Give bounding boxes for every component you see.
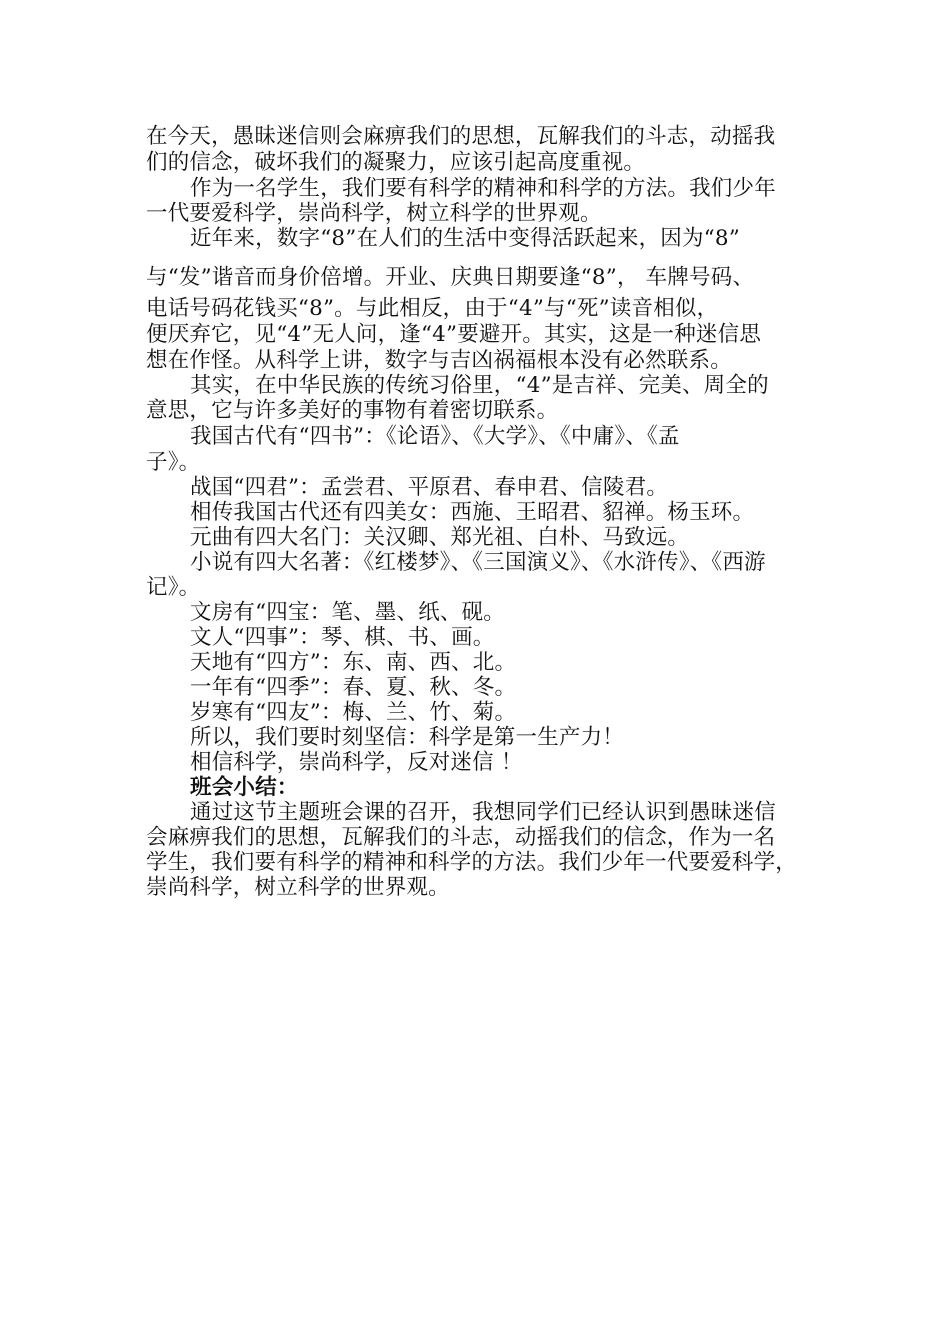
text-line: 意思，它与许多美好的事物有着密切联系。 <box>146 398 559 423</box>
text-line: 子》。 <box>146 450 201 475</box>
text-line: 想在作怪。从科学上讲，数字与吉凶祸福根本没有必然联系。 <box>146 348 732 373</box>
paragraph-first-line: 作为一名学生，我们要有科学的精神和科学的方法。我们少年 <box>190 176 776 201</box>
paragraph-first-line: 文人“四事”：琴、棋、书、画。 <box>190 625 495 650</box>
section-heading: 班会小结： <box>190 775 299 800</box>
text-line: 们的信念，破坏我们的凝聚力，应该引起高度重视。 <box>146 150 646 175</box>
text-line: 便厌弃它，见“4”无人问，逢“4”要避开。其实，这是一种迷信思 <box>146 322 762 347</box>
text-line: 在今天，愚昧迷信则会麻痹我们的思想，瓦解我们的斗志，动摇我 <box>146 124 776 149</box>
text-line: 崇尚科学，树立科学的世界观。 <box>146 875 450 900</box>
paragraph-first-line: 岁寒有“四友”：梅、兰、竹、菊。 <box>190 700 517 725</box>
text-line: 一代要爱科学，崇尚科学，树立科学的世界观。 <box>146 201 602 226</box>
paragraph-first-line: 一年有“四季”：春、夏、秋、冬。 <box>190 675 517 700</box>
paragraph-first-line: 天地有“四方”：东、南、西、北。 <box>190 650 517 675</box>
paragraph-first-line: 近年来，数字“8”在人们的生活中变得活跃起来，因为“8” <box>190 226 740 251</box>
text-line: 电话号码花钱买“8”。与此相反，由于“4”与“死”读音相似， <box>146 296 719 321</box>
text-line: 记》。 <box>146 575 201 600</box>
paragraph-first-line: 所以，我们要时刻坚信：科学是第一生产力！ <box>190 725 625 750</box>
paragraph-first-line: 通过这节主题班会课的召开，我想同学们已经认识到愚昧迷信 <box>190 800 776 825</box>
paragraph-first-line: 其实，在中华民族的传统习俗里，“4”是吉祥、完美、周全的 <box>190 373 769 398</box>
text-line: 学生，我们要有科学的精神和科学的方法。我们少年一代要爱科学， <box>146 850 798 875</box>
paragraph-first-line: 相传我国古代还有四美女：西施、王昭君、貂禅。杨玉环。 <box>190 500 755 525</box>
text-line: 与“发”谐音而身价倍增。开业、庆典日期要逢“8”， 车牌号码、 <box>146 265 755 290</box>
paragraph-first-line: 我国古代有“四书”：《论语》、《大学》、《中庸》、《孟 <box>190 424 680 449</box>
paragraph-first-line: 元曲有四大名门：关汉卿、郑光祖、白朴、马致远。 <box>190 525 690 550</box>
paragraph-first-line: 小说有四大名著：《红楼梦》、《三国演义》、《水浒传》、《西游 <box>190 550 766 575</box>
text-line: 会麻痹我们的思想，瓦解我们的斗志，动摇我们的信念，作为一名 <box>146 825 776 850</box>
paragraph-first-line: 相信科学，崇尚科学，反对迷信 ！ <box>190 750 523 775</box>
paragraph-first-line: 文房有“四宝：笔、墨、纸、砚。 <box>190 600 505 625</box>
paragraph-first-line: 战国“四君”：孟尝君、平原君、春申君、信陵君。 <box>190 475 669 500</box>
